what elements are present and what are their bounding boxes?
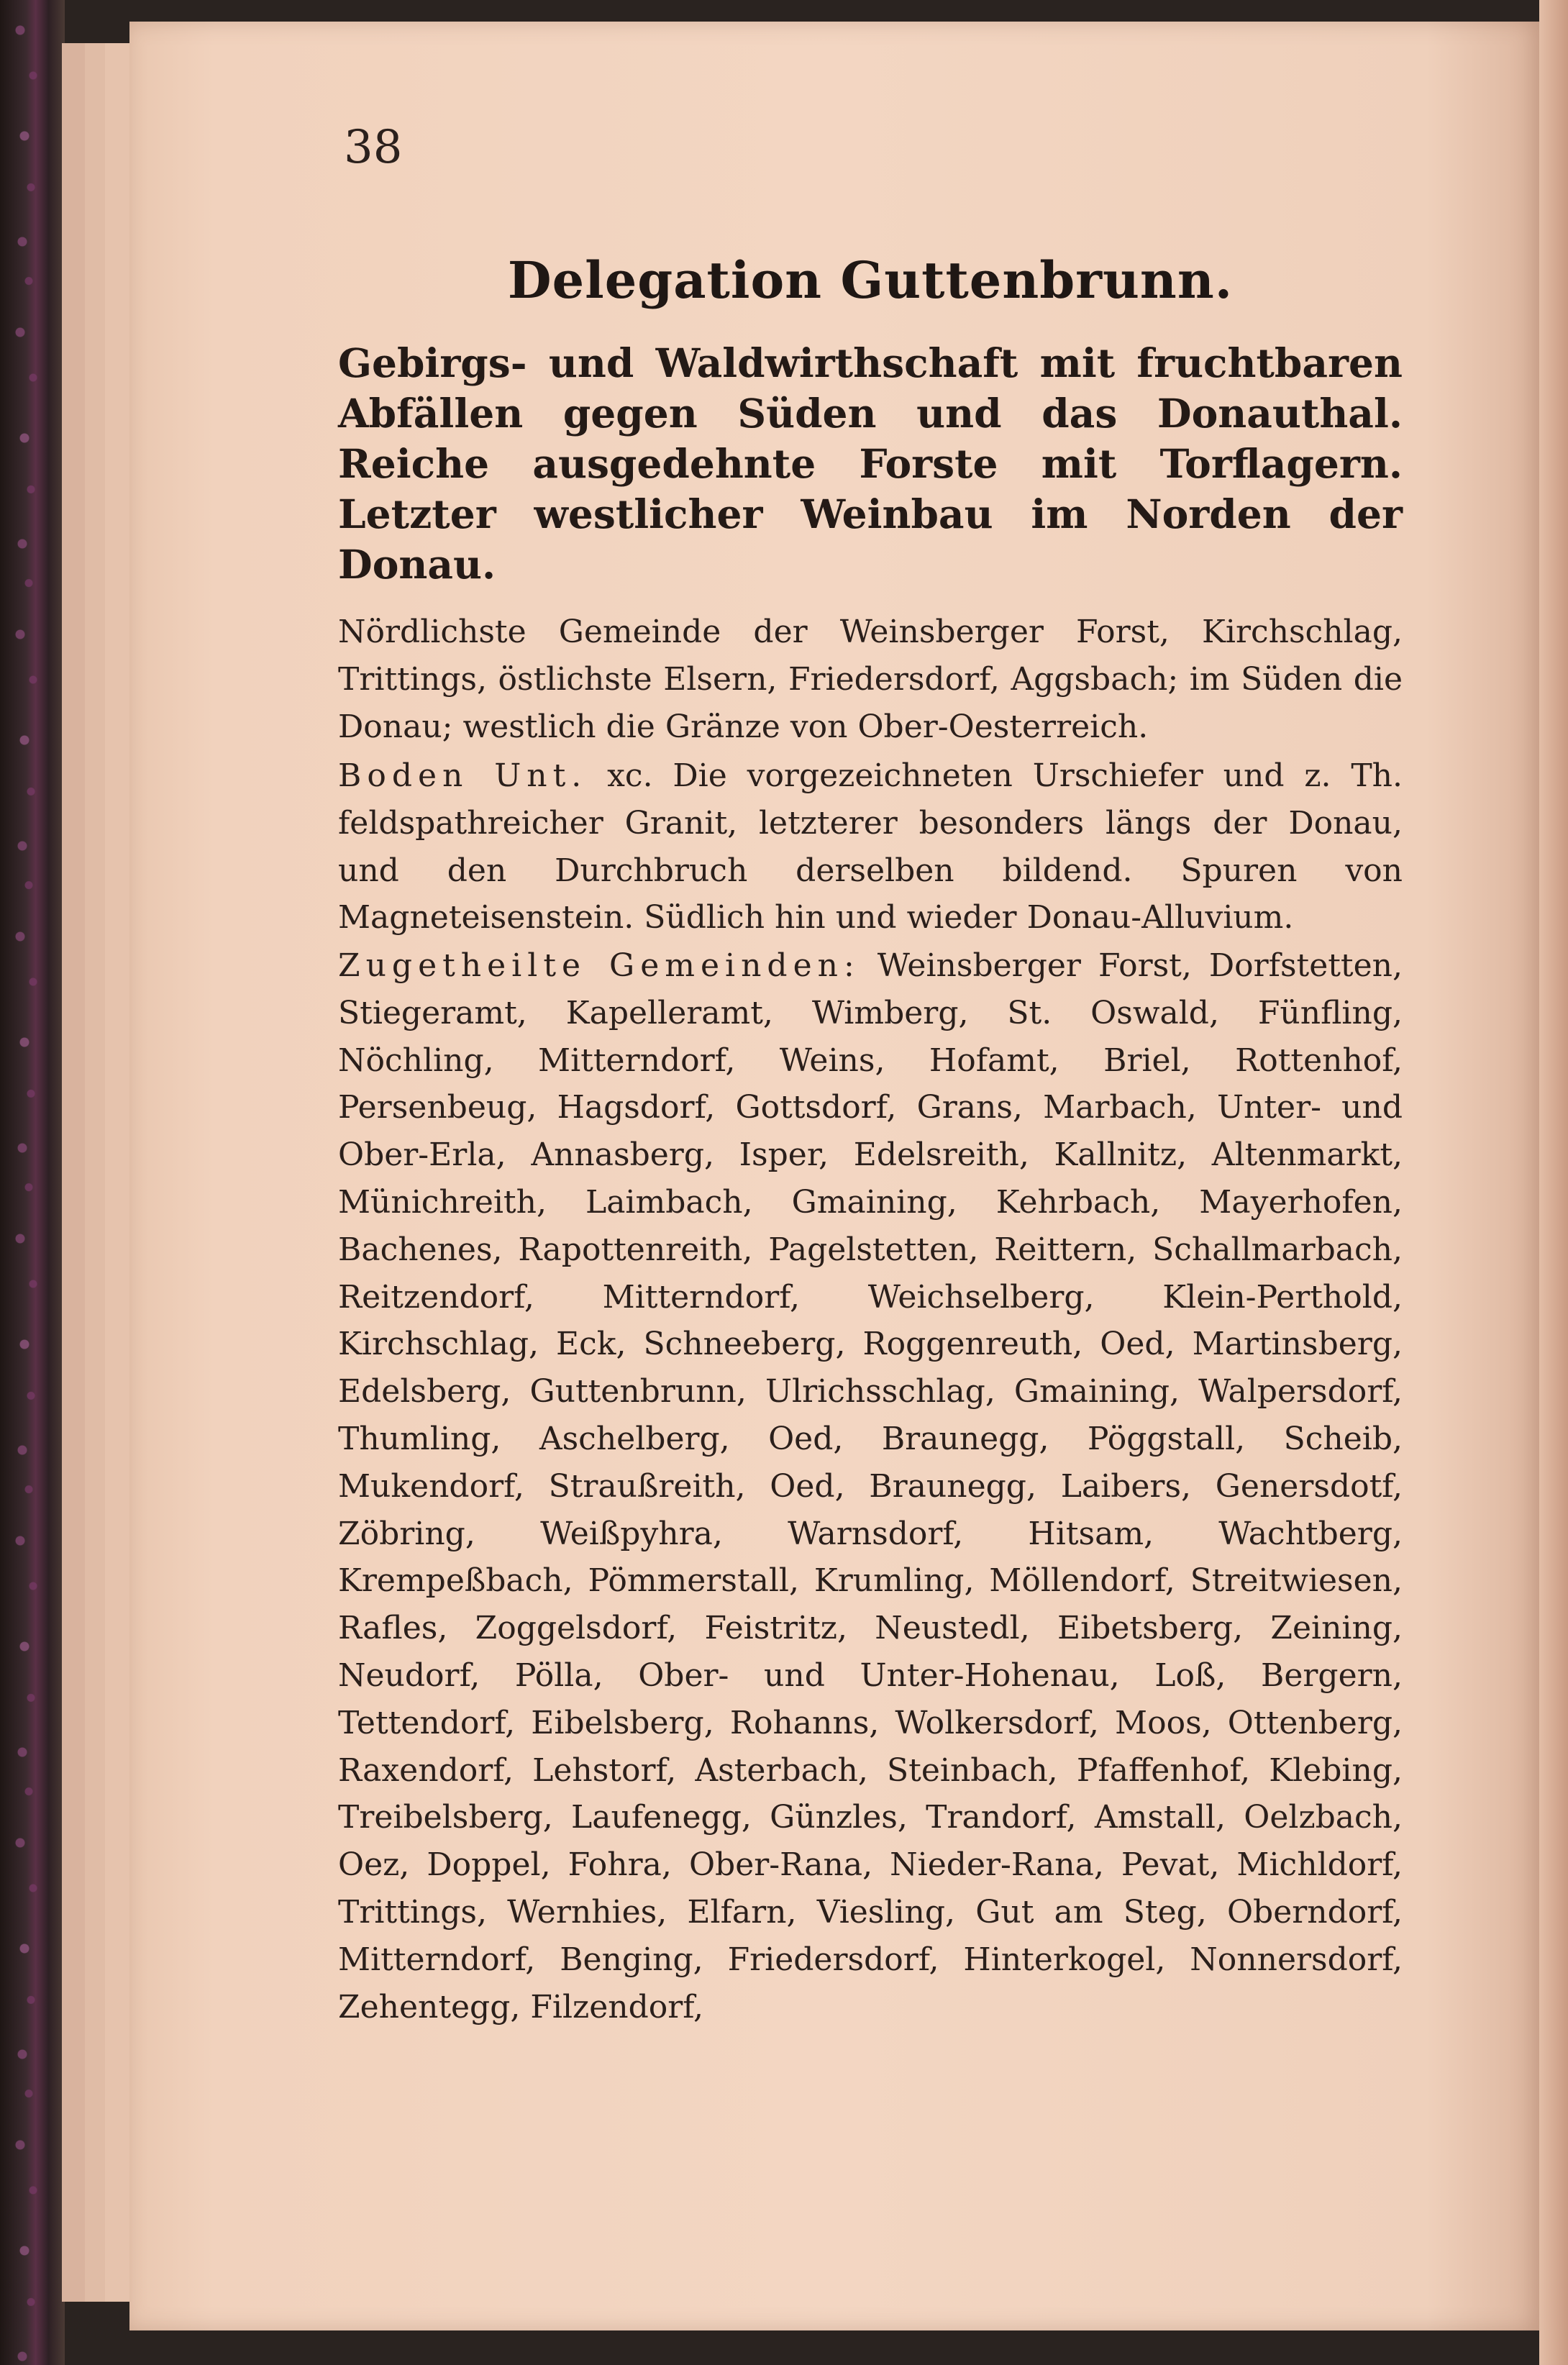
paragraph-municipalities — [338, 942, 1403, 2031]
binding-marbling — [7, 0, 50, 2365]
intro-paragraph: Gebirgs- und Waldwirthschaft mit fruchtbaren Abfällen gegen Süden und das Donauthal. Reiche ausgedehnte Forste mit Torflagern. Letzter westlicher Weinbau im Norden der Donau. — [338, 340, 1403, 588]
paragraph-lead: Boden Unt. — [338, 757, 588, 794]
page-number: 38 — [344, 121, 403, 174]
paragraph-body: Weinsberger Forst, Dorfstetten, Stiegeramt, Kapelleramt, Wimberg, St. Oswald, Fünfling, Nöchling, Mitterndorf, Weins, Hofamt, Briel, Rottenhof, Persenbeug, Hagsdorf, Gottsdorf, Grans, Marbach, Unter- und Ober-Erla, Annasberg, Isper, Edelsreith, Kallnitz, Altenmarkt, Münichreith, Laimbach, Gmaining, Kehrbach, Mayerhofen, Bachenes, Rapottenreith, Pagelstetten, Reittern, Schallmarbach, Reitzendorf, Mitterndorf, Weichselberg, Klein-Perthold, Kirchschlag, Eck, Schneeberg, Roggenreuth, Oed, Martinsberg, Edelsberg, Guttenbrunn, Ulrichsschlag, Gmaining, Walpersdorf, Thumling, Aschelberg, Oed, Braunegg, Pöggstall, Scheib, Mukendorf, Straußreith, Oed, Braunegg, Laibers, Genersdotf, Zöbring, Weißpyhra, Warnsdorf, Hitsam, Wachtberg, Krempeßbach, Pömmerstall, Krumling, Möllendorf, Streitwiesen, Rafles, Zoggelsdorf, Feistritz, Neustedl, Eibetsberg, Zeining, Neudorf, Pölla, Ober- und Unter-Hohenau, Loß, Bergern, Tettendorf, Eibelsberg, Rohanns, Wolkersdorf, Moos, Ottenberg, Raxendorf, Lehstorf, Asterbach, Steinbach, Pfaffenhof, Klebing, Treibelsberg, Laufenegg, Günzles, Trandorf, Amstall, Oelzbach, Oez, Doppel, Fohra, Ober-Rana, Nieder-Rana, Pevat, Michldorf, Trittings, Wernhies, Elfarn, Viesling, Gut am Steg, Oberndorf, Mitterndorf, Benging, Friedersdorf, Hinterkogel, Nonnersdorf, Zehentegg, Filzendorf, — [338, 947, 1403, 2025]
page-right-edge — [1539, 0, 1568, 2365]
paragraph-borders: Nördlichste Gemeinde der Weinsberger Forst, Kirchschlag, Trittings, östlichste Elsern, Friedersdorf, Aggsbach; im Süden die Donau; westlich die Gränze von Ober-Oesterreich. — [338, 614, 1403, 745]
paragraph-soil — [338, 752, 1403, 942]
paragraph-lead: Zugetheilte Gemeinden: — [338, 947, 860, 984]
page-title: Delegation Guttenbrunn. — [507, 250, 1234, 310]
paragraph-body: xc. Die vorgezeichneten Urschiefer und z. Th. feldspathreicher Granit, letzterer besonders längs der Donau, und den Durchbruch derselben bildend. Spuren von Magneteisenstein. Südlich hin und wieder Donau-Alluvium. — [338, 757, 1403, 937]
